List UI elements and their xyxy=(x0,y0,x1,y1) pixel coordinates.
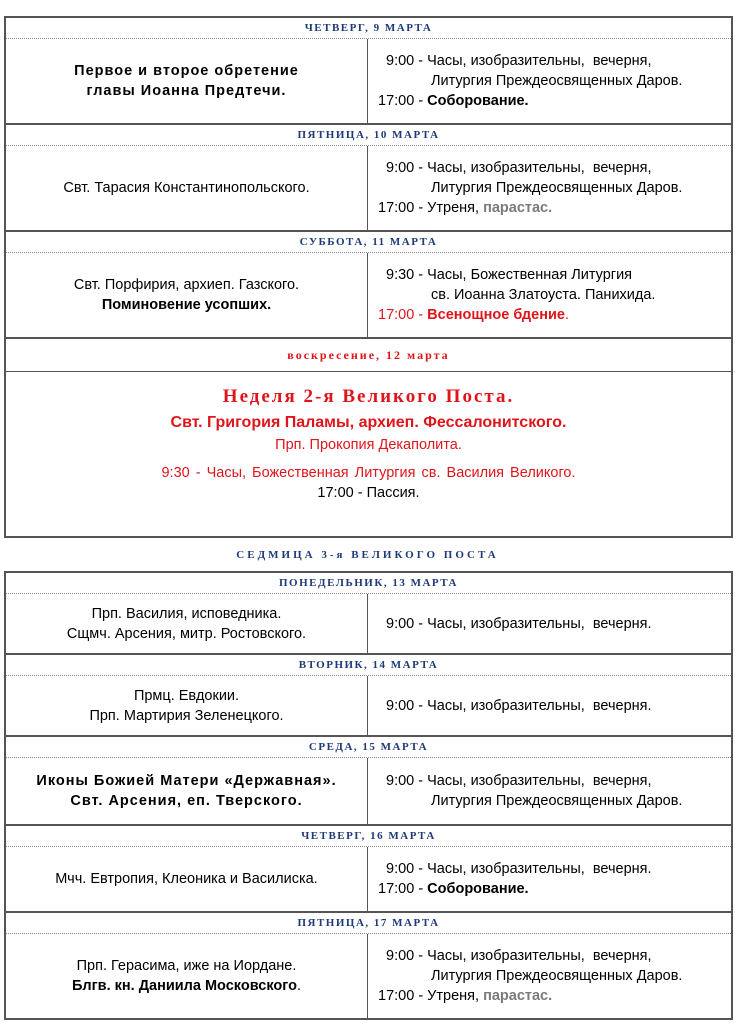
day-block-thursday-16 xyxy=(6,826,731,913)
week-title: СЕДМИЦА 3-я ВЕЛИКОГО ПОСТА xyxy=(236,549,499,561)
commemoration-line: Прмц. Евдокии. xyxy=(133,687,240,704)
service-line xyxy=(378,91,731,111)
commemoration xyxy=(6,934,368,1018)
commemoration-line: Прп. Василия, исповедника. xyxy=(91,605,282,622)
commemoration xyxy=(6,758,368,824)
services xyxy=(368,253,731,337)
day-header: ПЯТНИЦА, 10 МАРТА xyxy=(6,125,731,146)
commemoration xyxy=(6,146,368,230)
service-time: 9:00 - xyxy=(386,53,428,69)
day-header: ПОНЕДЕЛЬНИК, 13 МАРТА xyxy=(6,573,731,594)
commemoration xyxy=(6,676,368,735)
service-continuation: Литургия Преждеосвященных Даров. xyxy=(431,180,683,196)
commemoration-line: Сщмч. Арсения, митр. Ростовского. xyxy=(66,625,307,642)
commemoration-line: Прп. Мартирия Зеленецкого. xyxy=(89,707,284,724)
day-block-thursday-9 xyxy=(6,18,731,125)
service-desc-extra: . xyxy=(564,307,569,323)
sunday-commemoration-2: Прп. Прокопия Декаполита. xyxy=(275,437,462,453)
service-time: 9:00 - xyxy=(386,773,428,789)
day-row xyxy=(6,253,731,337)
services xyxy=(368,594,731,653)
commemoration-line: главы Иоанна Предтечи. xyxy=(86,83,287,99)
service-desc: Утреня, xyxy=(427,988,484,1004)
service-line xyxy=(378,198,731,218)
day-block-friday-17 xyxy=(6,913,731,1018)
service-time: 9:00 - xyxy=(386,697,428,714)
day-header: ЧЕТВЕРГ, 16 МАРТА xyxy=(6,826,731,847)
commemoration-line: Прп. Герасима, иже на Иордане. xyxy=(76,958,297,974)
day-row xyxy=(6,146,731,230)
service-continuation: св. Иоанна Златоуста. Панихида. xyxy=(431,287,656,303)
day-row xyxy=(6,847,731,911)
day-header: ВТОРНИК, 14 МАРТА xyxy=(6,655,731,676)
service-desc: Часы, изобразительны, вечерня. xyxy=(427,861,652,877)
day-row xyxy=(6,676,731,735)
service-desc-extra: парастас. xyxy=(483,200,553,216)
service-line xyxy=(378,51,731,71)
service-time: 17:00 - xyxy=(378,200,428,216)
service-desc: Часы, Божественная Литургия xyxy=(427,267,633,283)
service-desc: Соборование. xyxy=(427,881,529,897)
service-continuation: Литургия Преждеосвященных Даров. xyxy=(431,73,683,89)
services xyxy=(368,847,731,911)
services xyxy=(368,758,731,824)
sunday-body xyxy=(6,372,731,536)
services xyxy=(368,676,731,735)
commemoration-line: Свт. Арсения, еп. Тверского. xyxy=(70,793,303,809)
service-desc: Соборование. xyxy=(427,93,529,109)
service-continuation: Литургия Преждеосвященных Даров. xyxy=(431,793,683,809)
service-time: 17:00 - xyxy=(378,93,428,109)
commemoration-line: Первое и второе обретение xyxy=(74,63,299,79)
services xyxy=(368,934,731,1018)
day-header: ЧЕТВЕРГ, 9 МАРТА xyxy=(6,18,731,39)
service-desc: Часы, изобразительны, вечерня, xyxy=(427,948,652,964)
service-time: 9:00 - xyxy=(386,160,428,176)
service-time: 9:30 - xyxy=(386,267,428,283)
commemoration-line: Свт. Порфирия, архиеп. Газского. xyxy=(73,277,300,293)
service-desc: Всенощное бдение xyxy=(427,307,565,323)
service-time: 9:00 - xyxy=(386,948,428,964)
day-block-wednesday-15 xyxy=(6,737,731,826)
service-line xyxy=(378,305,731,325)
service-desc: Часы, изобразительны, вечерня. xyxy=(427,615,652,632)
day-row xyxy=(6,39,731,123)
service-time: 17:00 - xyxy=(378,881,428,897)
service-continuation: Литургия Преждеосвященных Даров. xyxy=(431,968,683,984)
commemoration-line: Мчч. Евтропия, Клеоника и Василиска. xyxy=(55,871,318,887)
service-time: 9:00 - xyxy=(386,615,428,632)
day-block-tuesday-14 xyxy=(6,655,731,737)
day-header: СРЕДА, 15 МАРТА xyxy=(6,737,731,758)
day-header: ПЯТНИЦА, 17 МАРТА xyxy=(6,913,731,934)
schedule-table-week3 xyxy=(4,571,733,1020)
commemoration-line: Свт. Тарасия Константинопольского. xyxy=(63,180,310,196)
service-line xyxy=(378,696,731,716)
service-line xyxy=(378,946,731,966)
day-row xyxy=(6,758,731,824)
service-desc: Часы, изобразительны, вечерня, xyxy=(427,53,652,69)
day-row xyxy=(6,594,731,653)
commemoration-line: Блгв. кн. Даниила Московского xyxy=(71,978,297,994)
service-line xyxy=(378,879,731,899)
schedule-table-week2 xyxy=(4,16,733,538)
commemoration xyxy=(6,594,368,653)
day-block-monday-13 xyxy=(6,573,731,655)
service-line xyxy=(378,771,731,791)
service-time: 17:00 - xyxy=(378,307,428,323)
commemoration-line-wrap xyxy=(72,976,301,996)
day-header: СУББОТА, 11 МАРТА xyxy=(6,232,731,253)
service-desc: Часы, изобразительны, вечерня, xyxy=(427,773,652,789)
commemoration xyxy=(6,253,368,337)
day-block-sunday-12 xyxy=(6,339,731,536)
service-line xyxy=(378,265,731,285)
day-row xyxy=(6,934,731,1018)
services xyxy=(368,39,731,123)
service-desc: Утреня, xyxy=(427,200,484,216)
sunday-service-liturgy: 9:30 - Часы, Божественная Литургия св. Василия Великого. xyxy=(161,465,576,481)
service-line xyxy=(378,158,731,178)
service-desc-extra: парастас. xyxy=(483,988,553,1004)
commemoration xyxy=(6,847,368,911)
day-block-saturday-11 xyxy=(6,232,731,339)
service-time: 17:00 - xyxy=(378,988,428,1004)
service-desc: Часы, изобразительны, вечерня. xyxy=(427,697,652,714)
services xyxy=(368,146,731,230)
commemoration-line: Поминовение усопших. xyxy=(101,297,272,313)
sunday-commemoration: Свт. Григория Паламы, архиеп. Фессалонитского. xyxy=(170,414,567,431)
day-block-friday-10 xyxy=(6,125,731,232)
service-line xyxy=(378,614,731,634)
commemoration xyxy=(6,39,368,123)
commemoration-line: Иконы Божией Матери «Державная». xyxy=(36,773,337,789)
service-time: 9:00 - xyxy=(386,861,428,877)
day-header: воскресение, 12 марта xyxy=(6,339,731,372)
sunday-title: Неделя 2-я Великого Поста. xyxy=(222,386,515,407)
service-line xyxy=(378,859,731,879)
commemoration-period: . xyxy=(296,978,301,994)
sunday-service-evening: 17:00 - Пассия. xyxy=(317,485,420,501)
service-line xyxy=(378,986,731,1006)
service-desc: Часы, изобразительны, вечерня, xyxy=(427,160,652,176)
